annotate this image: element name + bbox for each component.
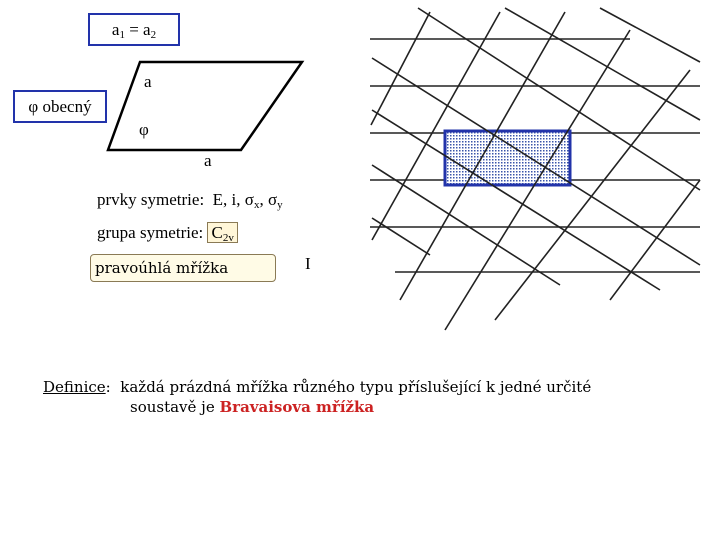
bravais-lattice-term: Bravaisova mřížka <box>219 398 375 416</box>
general-angle-label: φ obecný <box>28 97 92 116</box>
definition-text-1: každá prázdná mřížka různého typu příslušející k jedné určité <box>120 378 592 396</box>
sigma-x-subscript: x <box>253 199 260 211</box>
a1-symbol: a <box>111 20 120 39</box>
definition-line-2 <box>43 398 591 416</box>
lattice-type-label: I <box>305 254 311 273</box>
general-angle-box <box>13 90 107 123</box>
equals-sign: = <box>124 20 144 39</box>
definition-colon: : <box>105 378 111 396</box>
sigma-y-symbol: σ <box>267 190 278 209</box>
lattice-constants-equal-box <box>88 13 180 46</box>
symmetry-elements-line: prvky symetrie: E, i, $\sigma_x$, $\sigma_y$ <box>97 190 283 211</box>
oblique-parallelogram <box>108 62 302 150</box>
sigma-x-symbol: σ <box>244 190 254 209</box>
group-symbol: C <box>211 223 223 242</box>
symmetry-elements-values: E, i, <box>212 190 241 209</box>
lattice-name-box <box>90 254 276 282</box>
sigma-y-subscript: y <box>277 199 283 211</box>
parallelogram-side-label-top: a <box>144 72 152 91</box>
symmetry-group-value <box>207 222 237 243</box>
definition-line-1 <box>43 378 591 396</box>
group-subscript: 2v <box>222 232 234 244</box>
parallelogram-angle-label: φ <box>139 120 149 139</box>
definition-block <box>43 378 591 416</box>
symmetry-group-line <box>97 223 238 244</box>
definition-text-2: soustavě je <box>130 398 215 416</box>
a1-subscript: 1 <box>119 29 125 41</box>
symmetry-group-label: grupa symetrie: <box>97 223 204 242</box>
a2-symbol: a <box>143 20 151 39</box>
parallelogram-side-label-bottom: a <box>204 151 212 170</box>
lattice-name-label: pravoúhlá mřížka <box>95 259 229 277</box>
definition-term: Definice <box>43 378 106 396</box>
symmetry-elements-label: prvky symetrie: <box>97 190 205 209</box>
a2-subscript: 2 <box>150 29 157 41</box>
